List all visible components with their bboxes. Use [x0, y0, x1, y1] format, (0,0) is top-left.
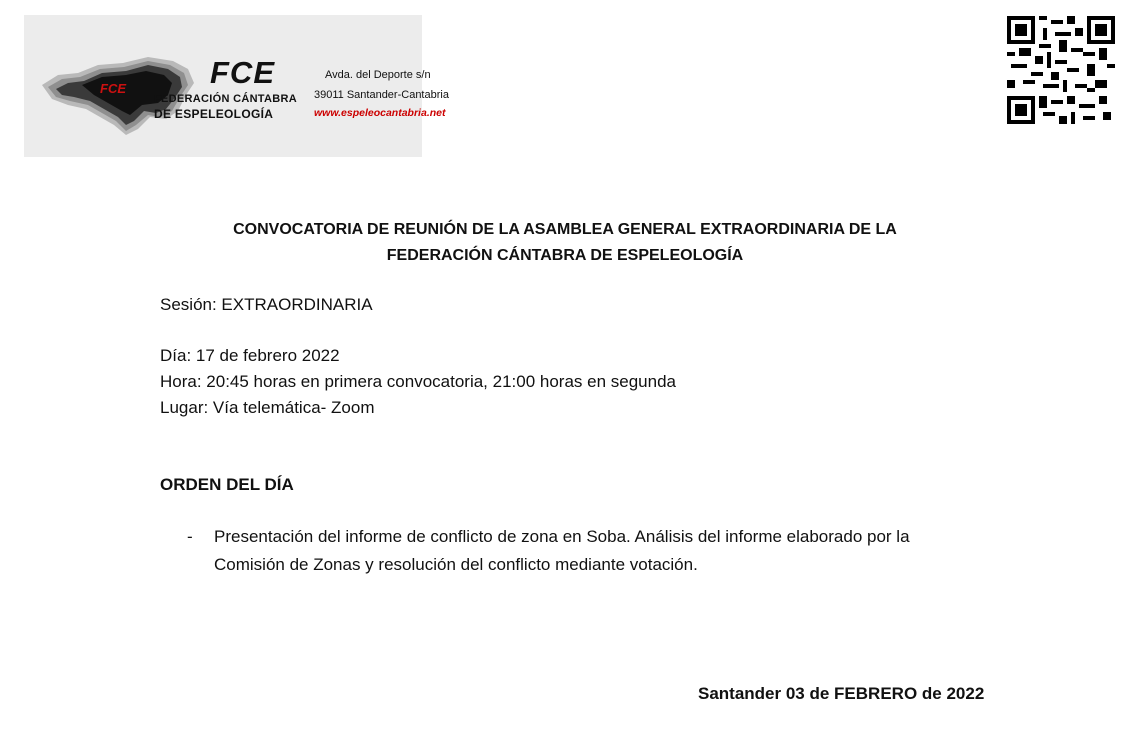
org-name-line1: FEDERACIÓN CÁNTABRA: [154, 93, 297, 105]
signature-line: Santander 03 de FEBRERO de 2022: [698, 684, 985, 703]
cantabria-map-logo: [38, 45, 198, 139]
day-line: Día: 17 de febrero 2022: [160, 346, 340, 365]
session-line: Sesión: EXTRAORDINARIA: [160, 295, 373, 314]
title-line1: CONVOCATORIA DE REUNIÓN DE LA ASAMBLEA GENERAL EXTRAORDINARIA DE LA: [233, 221, 897, 238]
agenda-item: Presentación del informe de conflicto de zona en Soba. Análisis del informe elaborado por la Comisión de Zonas y resolución del conflicto mediante votación.: [214, 527, 910, 574]
address-line1: Avda. del Deporte s/n: [325, 69, 431, 81]
title-line2: FEDERACIÓN CÁNTABRA DE ESPELEOLOGÍA: [386, 247, 744, 264]
address-line2: 39011 Santander-Cantabria: [314, 89, 449, 101]
logo-badge-text: FCE: [100, 81, 126, 96]
document-title: [170, 217, 960, 269]
federation-logo: [24, 15, 449, 157]
website-link[interactable]: www.espeleocantabria.net: [314, 107, 446, 119]
qr-code-icon: [1007, 16, 1115, 124]
time-line: Hora: 20:45 horas en primera convocatoria, 21:00 horas en segunda: [160, 372, 676, 391]
org-name-line2: DE ESPELEOLOGÍA: [154, 107, 274, 121]
acronym-logo: FCE: [210, 55, 275, 90]
place-line: Lugar: Vía telemática- Zoom: [160, 398, 375, 417]
agenda-heading: ORDEN DEL DÍA: [160, 475, 294, 494]
agenda-bullet: -: [187, 527, 193, 546]
